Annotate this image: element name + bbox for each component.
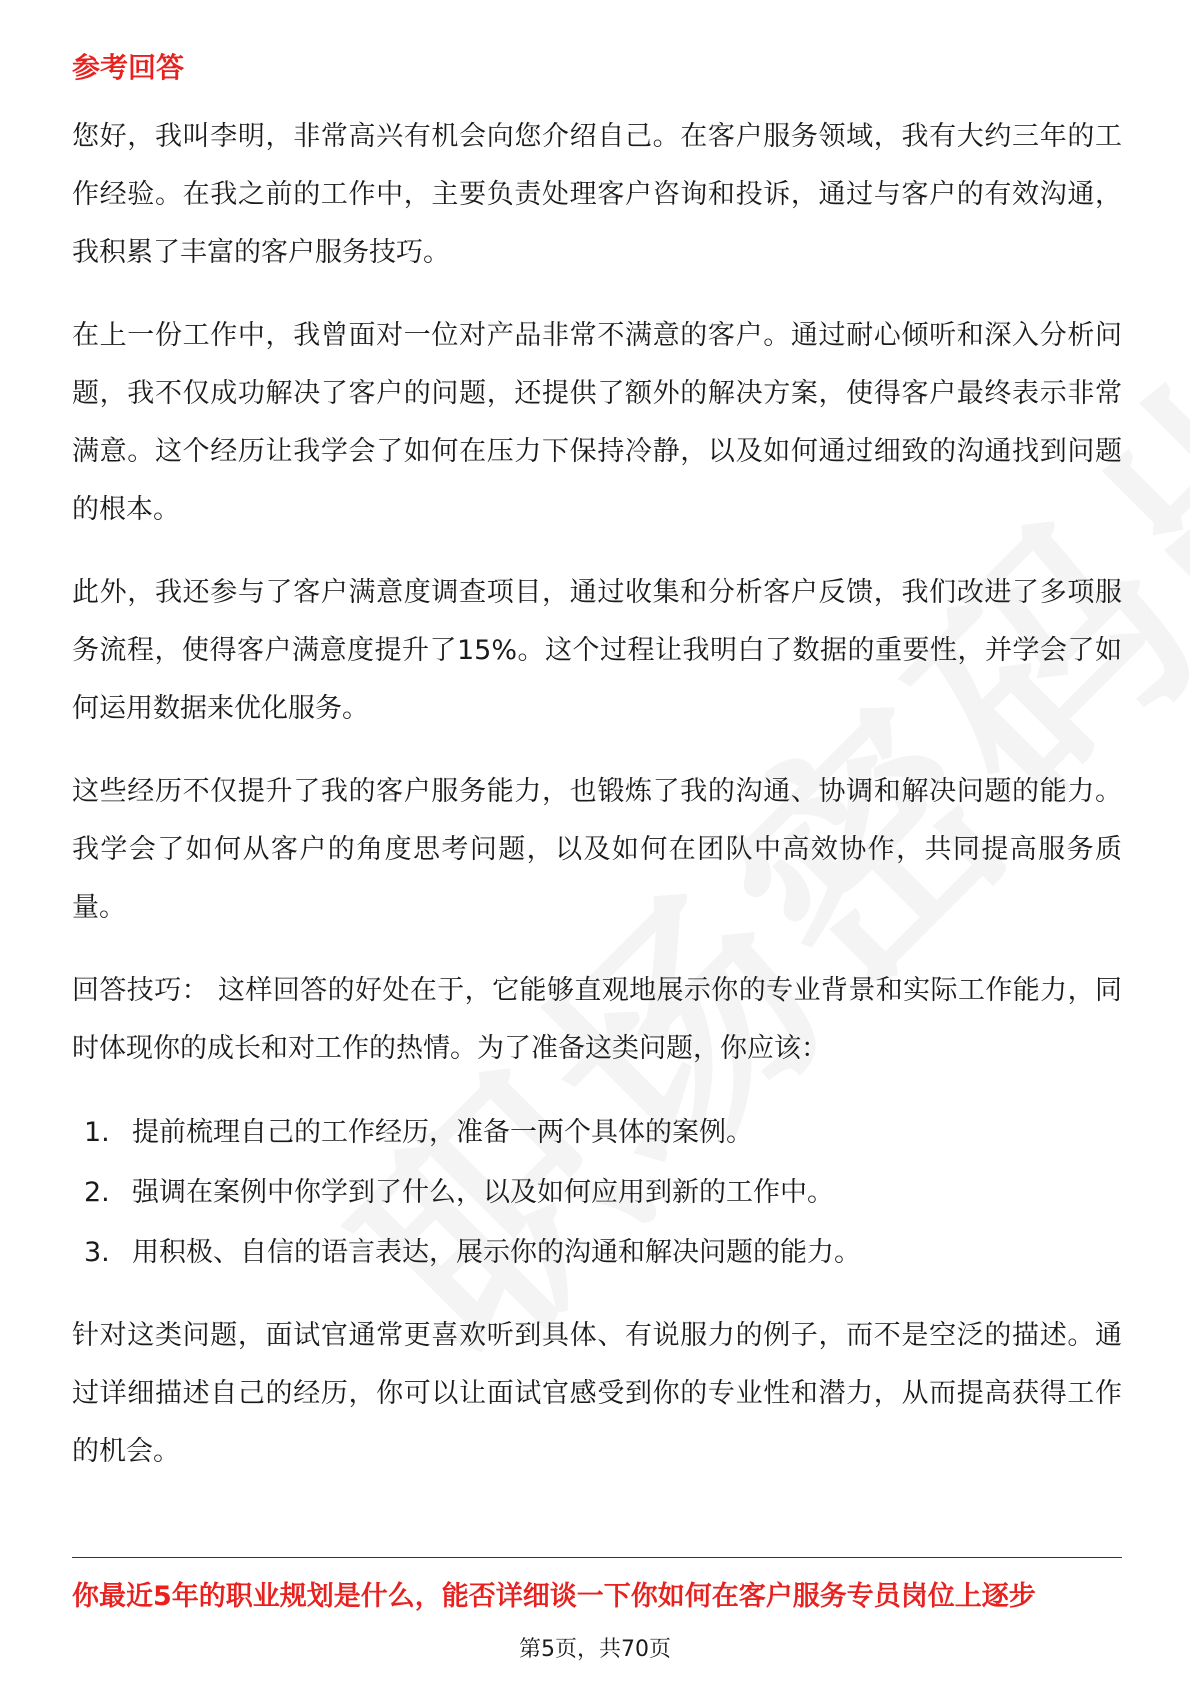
list-item-text: 用积极、自信的语言表达，展示你的沟通和解决问题的能力。 bbox=[132, 1237, 861, 1268]
answer-paragraph-survey: 此外，我还参与了客户满意度调查项目，通过收集和分析客户反馈，我们改进了多项服务流程，使得客户满意度提升了15%。这个过程让我明白了数据的重要性，并学会了如何运用数据来优化服务。 bbox=[72, 577, 1122, 724]
list-item-number: 2. bbox=[84, 1177, 110, 1208]
list-item bbox=[72, 1103, 1122, 1163]
list-item bbox=[72, 1163, 1122, 1223]
section-heading: 参考回答 bbox=[72, 51, 185, 84]
tips-list bbox=[72, 1103, 1122, 1283]
list-item-number: 3. bbox=[84, 1237, 110, 1268]
answer-paragraph-intro: 您好，我叫李明，非常高兴有机会向您介绍自己。在客户服务领域，我有大约三年的工作经验。在我之前的工作中，主要负责处理客户咨询和投诉，通过与客户的有效沟通，我积累了丰富的客户服务技巧。 bbox=[72, 121, 1122, 268]
answer-paragraph-experience: 在上一份工作中，我曾面对一位对产品非常不满意的客户。通过耐心倾听和深入分析问题，我不仅成功解决了客户的问题，还提供了额外的解决方案，使得客户最终表示非常满意。这个经历让我学会了如何在压力下保持冷静，以及如何通过细致的沟通找到问题的根本。 bbox=[72, 320, 1122, 525]
next-question-title: 你最近5年的职业规划是什么，能否详细谈一下你如何在客户服务专员岗位上逐步 bbox=[72, 1581, 1036, 1612]
list-item-text: 强调在案例中你学到了什么，以及如何应用到新的工作中。 bbox=[132, 1177, 834, 1208]
list-item-text: 提前梳理自己的工作经历，准备一两个具体的案例。 bbox=[132, 1117, 753, 1148]
list-item bbox=[72, 1223, 1122, 1283]
list-item-number: 1. bbox=[84, 1117, 110, 1148]
closing-paragraph: 针对这类问题，面试官通常更喜欢听到具体、有说服力的例子，而不是空泛的描述。通过详细描述自己的经历，你可以让面试官感受到你的专业性和潜力，从而提高获得工作的机会。 bbox=[72, 1320, 1122, 1467]
answer-tips-intro: 回答技巧： 这样回答的好处在于，它能够直观地展示你的专业背景和实际工作能力，同时体现你的成长和对工作的热情。为了准备这类问题，你应该： bbox=[72, 975, 1122, 1064]
answer-paragraph-skills: 这些经历不仅提升了我的客户服务能力，也锻炼了我的沟通、协调和解决问题的能力。我学会了如何从客户的角度思考问题，以及如何在团队中高效协作，共同提高服务质量。 bbox=[72, 776, 1122, 923]
page-number: 第5页，共70页 bbox=[519, 1637, 671, 1662]
document-body bbox=[72, 48, 1122, 1506]
section-divider bbox=[72, 1557, 1122, 1558]
